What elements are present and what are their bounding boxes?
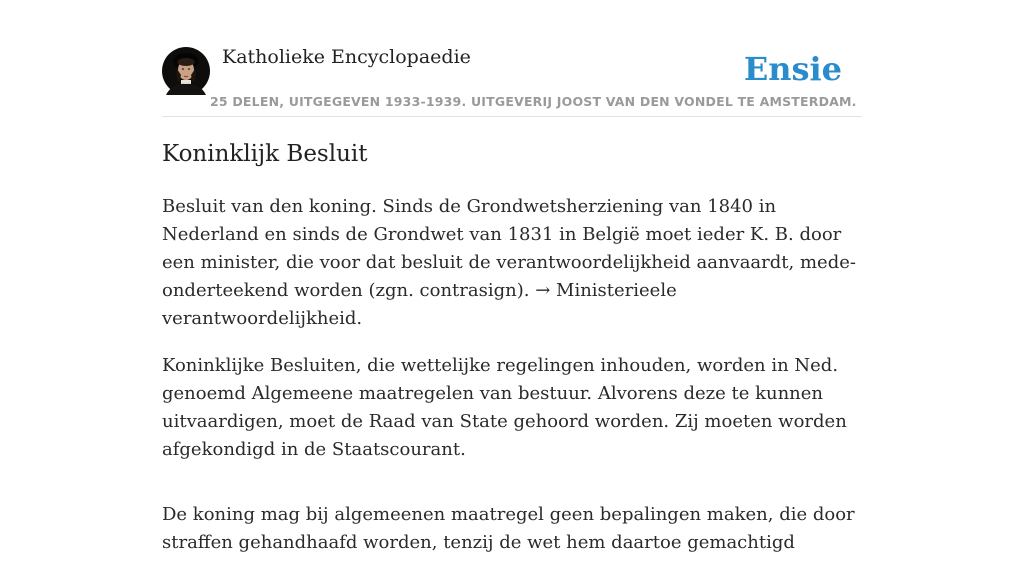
article — [162, 138, 862, 576]
portrait-avatar-icon[interactable] — [162, 47, 210, 95]
article-paragraph-1 — [162, 193, 862, 333]
ensie-logo[interactable]: Ensie — [743, 50, 842, 88]
header — [162, 44, 862, 117]
article-paragraph-3: De koning mag bij algemeenen maatregel geen bepalingen maken, die door straffen gehandhaafd worden, tenzij de wet hem daartoe gemachtigd — [162, 504, 855, 553]
paragraph-1-text: Besluit van den koning. Sinds de Grondwetsherziening van 1840 in Nederland en sinds de Grondwet van 1831 in België moet ieder K. B. door een minister, die voor dat besluit de verantwoordelijkheid aanvaardt, mede-onderteekend worden (zgn. contrasign). — [162, 196, 856, 301]
article-title: Koninklijk Besluit — [162, 141, 368, 167]
cross-reference-link[interactable]: → Ministerieele verantwoordelijkheid. — [162, 280, 677, 329]
article-paragraph-2: Koninklijke Besluiten, die wettelijke regelingen inhouden, worden in Ned. genoemd Algemeene maatregelen van bestuur. Alvorens deze te kunnen uitvaardigen, moet de Raad van State gehoord worden. Zij moeten worden afgekondigd in de Staatscourant. — [162, 355, 847, 460]
book-subtitle: 25 DELEN, UITGEGEVEN 1933-1939. UITGEVERIJ JOOST VAN DEN VONDEL TE AMSTERDAM. — [210, 94, 857, 109]
book-title-link[interactable]: Katholieke Encyclopaedie — [222, 46, 471, 68]
